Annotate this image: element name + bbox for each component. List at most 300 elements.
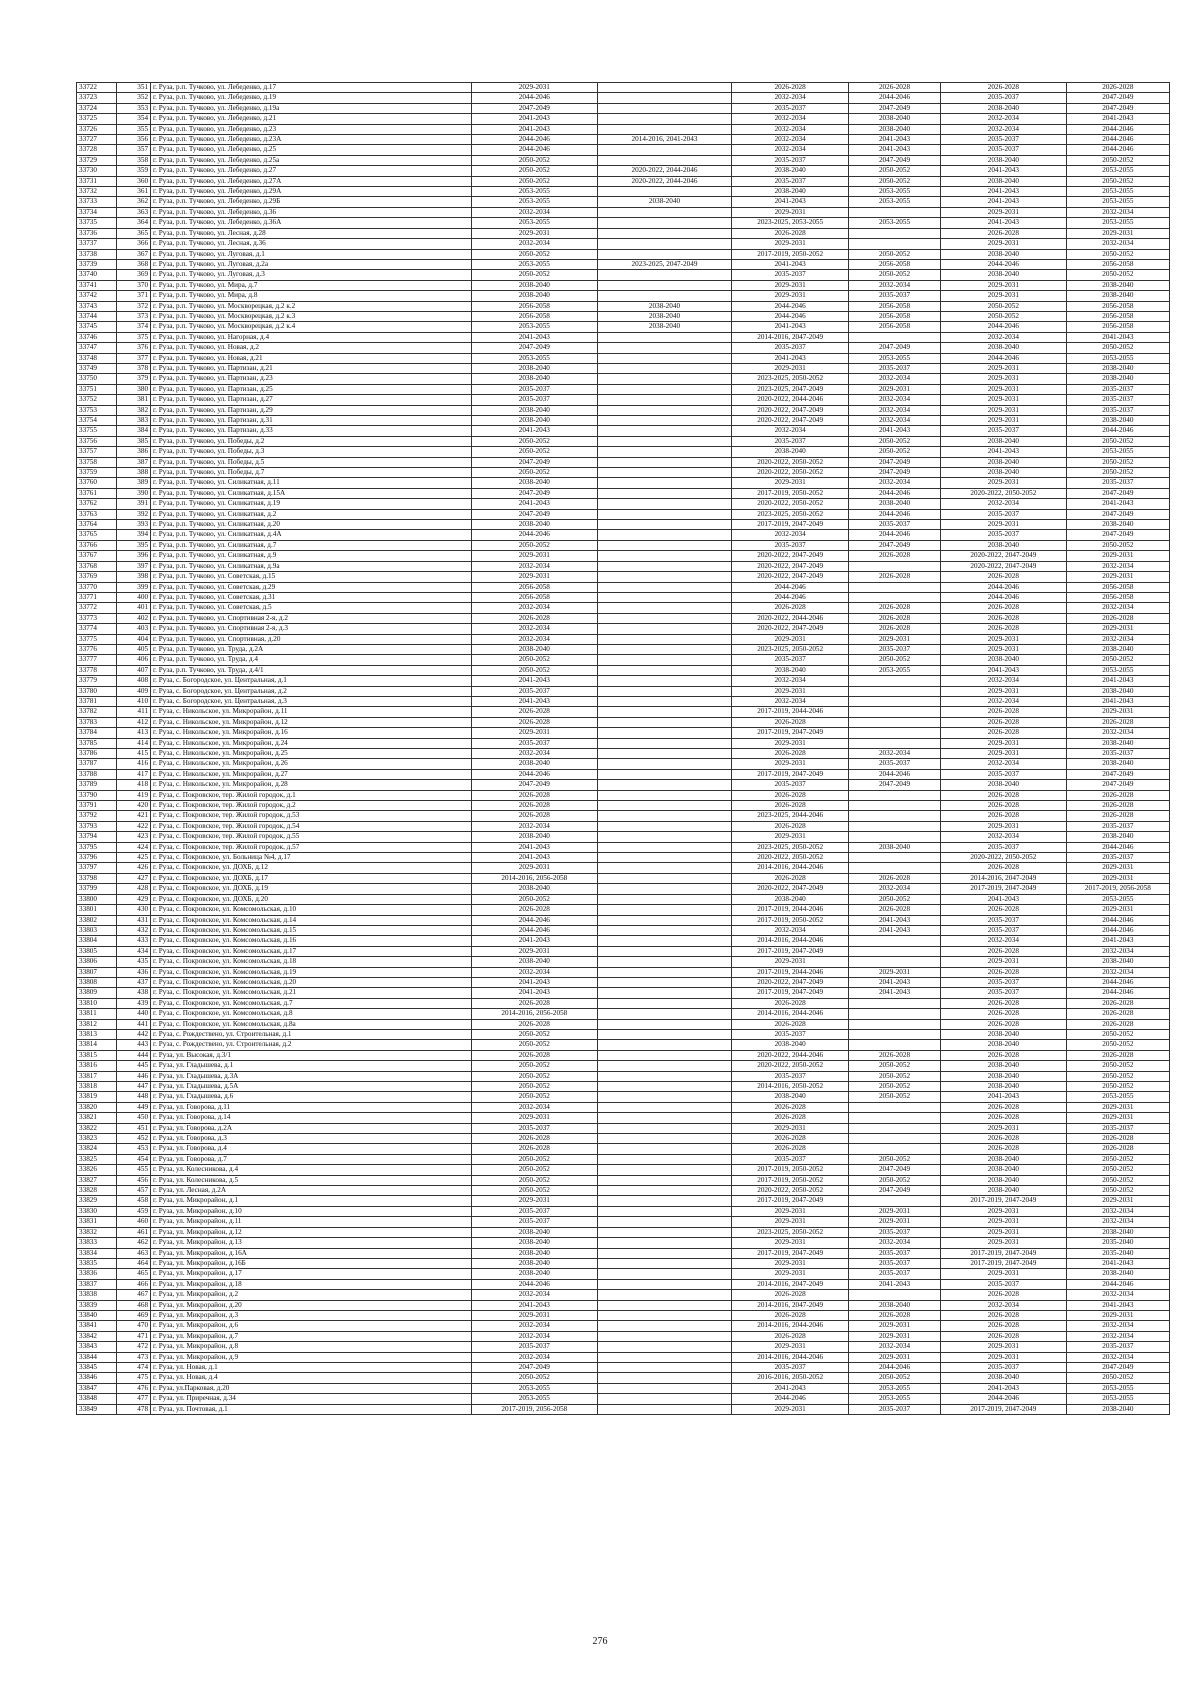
address-cell: г. Руза, р.п. Тучково, ул. Партизан, д.25 <box>151 384 472 394</box>
work-period-6-cell: 2032-2034 <box>1066 239 1169 249</box>
table-row <box>77 1248 1170 1258</box>
address-cell: г. Руза, р.п. Тучково, ул. Силикатная, д.9а <box>151 561 472 571</box>
record-id-cell: 33759 <box>77 468 117 478</box>
work-period-6-cell: 2026-2028 <box>1066 1009 1169 1019</box>
record-id-cell: 33727 <box>77 135 117 145</box>
work-period-5-cell: 2017-2019, 2047-2049 <box>941 1248 1067 1258</box>
work-period-2-cell <box>597 1227 732 1237</box>
address-cell: г. Руза, р.п. Тучково, ул. Лесная, д.28 <box>151 228 472 238</box>
work-period-6-cell: 2029-2031 <box>1066 624 1169 634</box>
work-period-5-cell: 2026-2028 <box>941 228 1067 238</box>
record-id-cell: 33785 <box>77 738 117 748</box>
work-period-1-cell: 2044-2046 <box>471 530 597 540</box>
work-period-5-cell: 2029-2031 <box>941 384 1067 394</box>
work-period-5-cell: 2020-2022, 2047-2049 <box>941 561 1067 571</box>
work-period-5-cell: 2026-2028 <box>941 946 1067 956</box>
address-cell: г. Руза, р.п. Тучково, ул. Новая, д.21 <box>151 353 472 363</box>
work-period-5-cell: 2035-2037 <box>941 93 1067 103</box>
work-period-1-cell: 2047-2049 <box>471 1362 597 1372</box>
row-number-cell: 437 <box>117 977 151 987</box>
record-id-cell: 33846 <box>77 1373 117 1383</box>
address-cell: г. Руза, ул. Новая, д.1 <box>151 1362 472 1372</box>
row-number-cell: 374 <box>117 322 151 332</box>
record-id-cell: 33844 <box>77 1352 117 1362</box>
row-number-cell: 393 <box>117 520 151 530</box>
work-period-6-cell: 2050-2052 <box>1066 1165 1169 1175</box>
table-row <box>77 447 1170 457</box>
work-period-3-cell: 2038-2040 <box>732 447 849 457</box>
address-cell: г. Руза, р.п. Тучково, ул. Труда, д.4/1 <box>151 665 472 675</box>
record-id-cell: 33812 <box>77 1019 117 1029</box>
work-period-2-cell <box>597 363 732 373</box>
row-number-cell: 409 <box>117 686 151 696</box>
work-period-6-cell: 2044-2046 <box>1066 977 1169 987</box>
table-row <box>77 124 1170 134</box>
work-period-5-cell: 2044-2046 <box>941 592 1067 602</box>
table-row <box>77 1113 1170 1123</box>
row-number-cell: 469 <box>117 1310 151 1320</box>
register-table-body <box>77 83 1170 1415</box>
work-period-5-cell: 2026-2028 <box>941 1050 1067 1060</box>
work-period-6-cell: 2026-2028 <box>1066 811 1169 821</box>
work-period-6-cell: 2053-2055 <box>1066 1092 1169 1102</box>
work-period-1-cell: 2050-2052 <box>471 436 597 446</box>
work-period-4-cell <box>849 790 941 800</box>
row-number-cell: 478 <box>117 1404 151 1414</box>
work-period-1-cell: 2044-2046 <box>471 915 597 925</box>
work-period-3-cell: 2026-2028 <box>732 749 849 759</box>
work-period-4-cell <box>849 686 941 696</box>
work-period-4-cell <box>849 717 941 727</box>
record-id-cell: 33805 <box>77 946 117 956</box>
row-number-cell: 371 <box>117 291 151 301</box>
record-id-cell: 33742 <box>77 291 117 301</box>
table-row <box>77 1362 1170 1372</box>
record-id-cell: 33791 <box>77 801 117 811</box>
record-id-cell: 33740 <box>77 270 117 280</box>
work-period-5-cell: 2017-2019, 2047-2049 <box>941 1196 1067 1206</box>
row-number-cell: 397 <box>117 561 151 571</box>
address-cell: г. Руза, р.п. Тучково, ул. Мира, д.8 <box>151 291 472 301</box>
work-period-1-cell: 2050-2052 <box>471 1082 597 1092</box>
work-period-6-cell: 2032-2034 <box>1066 728 1169 738</box>
work-period-3-cell: 2044-2046 <box>732 592 849 602</box>
record-id-cell: 33792 <box>77 811 117 821</box>
work-period-3-cell: 2035-2037 <box>732 1362 849 1372</box>
row-number-cell: 470 <box>117 1321 151 1331</box>
table-row <box>77 218 1170 228</box>
address-cell: г. Руза, с. Покровское, ул. ДОХБ, д.19 <box>151 884 472 894</box>
work-period-2-cell <box>597 686 732 696</box>
work-period-6-cell: 2044-2046 <box>1066 124 1169 134</box>
work-period-1-cell: 2038-2040 <box>471 759 597 769</box>
work-period-2-cell <box>597 520 732 530</box>
work-period-5-cell: 2038-2040 <box>941 1082 1067 1092</box>
work-period-2-cell <box>597 853 732 863</box>
work-period-5-cell: 2032-2034 <box>941 114 1067 124</box>
record-id-cell: 33723 <box>77 93 117 103</box>
record-id-cell: 33783 <box>77 717 117 727</box>
work-period-1-cell: 2047-2049 <box>471 780 597 790</box>
work-period-4-cell: 2041-2043 <box>849 925 941 935</box>
work-period-1-cell: 2041-2043 <box>471 499 597 509</box>
work-period-1-cell: 2029-2031 <box>471 1113 597 1123</box>
work-period-1-cell: 2038-2040 <box>471 1238 597 1248</box>
table-row <box>77 915 1170 925</box>
row-number-cell: 407 <box>117 665 151 675</box>
table-row <box>77 166 1170 176</box>
address-cell: г. Руза, р.п. Тучково, ул. Лебеденко, д.29А <box>151 187 472 197</box>
work-period-2-cell <box>597 488 732 498</box>
row-number-cell: 434 <box>117 946 151 956</box>
work-period-1-cell: 2050-2052 <box>471 1175 597 1185</box>
work-period-5-cell: 2041-2043 <box>941 894 1067 904</box>
work-period-4-cell: 2053-2055 <box>849 1383 941 1393</box>
work-period-6-cell: 2038-2040 <box>1066 1269 1169 1279</box>
work-period-1-cell: 2050-2052 <box>471 468 597 478</box>
table-row <box>77 135 1170 145</box>
row-number-cell: 457 <box>117 1186 151 1196</box>
work-period-6-cell: 2035-2037 <box>1066 853 1169 863</box>
row-number-cell: 448 <box>117 1092 151 1102</box>
table-row <box>77 863 1170 873</box>
row-number-cell: 362 <box>117 197 151 207</box>
work-period-2-cell <box>597 946 732 956</box>
work-period-1-cell: 2029-2031 <box>471 1310 597 1320</box>
work-period-5-cell: 2038-2040 <box>941 1071 1067 1081</box>
work-period-5-cell: 2026-2028 <box>941 811 1067 821</box>
work-period-4-cell <box>849 1102 941 1112</box>
work-period-3-cell: 2032-2034 <box>732 124 849 134</box>
address-cell: г. Руза, с. Покровское, ул. Комсомольская, д.21 <box>151 988 472 998</box>
work-period-4-cell: 2032-2034 <box>849 405 941 415</box>
table-row <box>77 894 1170 904</box>
work-period-6-cell: 2035-2037 <box>1066 478 1169 488</box>
work-period-4-cell: 2053-2055 <box>849 197 941 207</box>
work-period-1-cell: 2014-2016, 2056-2058 <box>471 1009 597 1019</box>
work-period-4-cell: 2029-2031 <box>849 1217 941 1227</box>
address-cell: г. Руза, с. Никольское, ул. Микрорайон, д.25 <box>151 749 472 759</box>
address-cell: г. Руза, р.п. Тучково, ул. Лебеденко, д.19 <box>151 93 472 103</box>
work-period-5-cell: 2038-2040 <box>941 176 1067 186</box>
work-period-6-cell: 2050-2052 <box>1066 176 1169 186</box>
row-number-cell: 383 <box>117 416 151 426</box>
work-period-6-cell: 2029-2031 <box>1066 572 1169 582</box>
work-period-6-cell: 2041-2043 <box>1066 114 1169 124</box>
row-number-cell: 422 <box>117 821 151 831</box>
work-period-3-cell: 2017-2019, 2050-2052 <box>732 915 849 925</box>
record-id-cell: 33729 <box>77 155 117 165</box>
work-period-4-cell: 2050-2052 <box>849 436 941 446</box>
work-period-1-cell: 2038-2040 <box>471 416 597 426</box>
work-period-2-cell <box>597 1394 732 1404</box>
work-period-6-cell: 2050-2052 <box>1066 1040 1169 1050</box>
work-period-5-cell: 2038-2040 <box>941 249 1067 259</box>
record-id-cell: 33756 <box>77 436 117 446</box>
work-period-1-cell: 2029-2031 <box>471 863 597 873</box>
work-period-6-cell: 2032-2034 <box>1066 603 1169 613</box>
work-period-5-cell: 2035-2037 <box>941 426 1067 436</box>
work-period-3-cell: 2041-2043 <box>732 259 849 269</box>
table-row <box>77 1092 1170 1102</box>
work-period-4-cell <box>849 696 941 706</box>
work-period-1-cell: 2032-2034 <box>471 634 597 644</box>
page-number: 276 <box>592 1636 608 1647</box>
work-period-2-cell <box>597 655 732 665</box>
work-period-6-cell: 2038-2040 <box>1066 644 1169 654</box>
work-period-5-cell: 2029-2031 <box>941 1227 1067 1237</box>
row-number-cell: 392 <box>117 509 151 519</box>
work-period-3-cell: 2035-2037 <box>732 270 849 280</box>
record-id-cell: 33802 <box>77 915 117 925</box>
work-period-5-cell: 2026-2028 <box>941 603 1067 613</box>
record-id-cell: 33833 <box>77 1238 117 1248</box>
work-period-5-cell: 2038-2040 <box>941 1186 1067 1196</box>
work-period-1-cell: 2044-2046 <box>471 769 597 779</box>
work-period-2-cell <box>597 145 732 155</box>
work-period-4-cell: 2047-2049 <box>849 1165 941 1175</box>
work-period-2-cell <box>597 738 732 748</box>
work-period-1-cell: 2038-2040 <box>471 957 597 967</box>
row-number-cell: 419 <box>117 790 151 800</box>
table-row <box>77 1352 1170 1362</box>
work-period-3-cell: 2023-2025, 2044-2046 <box>732 811 849 821</box>
work-period-5-cell: 2032-2034 <box>941 696 1067 706</box>
table-row <box>77 270 1170 280</box>
work-period-5-cell: 2026-2028 <box>941 1102 1067 1112</box>
row-number-cell: 413 <box>117 728 151 738</box>
table-row <box>77 1290 1170 1300</box>
work-period-4-cell <box>849 946 941 956</box>
work-period-6-cell: 2050-2052 <box>1066 655 1169 665</box>
work-period-4-cell: 2044-2046 <box>849 769 941 779</box>
work-period-3-cell: 2038-2040 <box>732 665 849 675</box>
row-number-cell: 402 <box>117 613 151 623</box>
work-period-3-cell: 2029-2031 <box>732 239 849 249</box>
address-cell: г. Руза, с. Покровское, ул. Комсомольская, д.8а <box>151 1019 472 1029</box>
work-period-2-cell <box>597 343 732 353</box>
row-number-cell: 386 <box>117 447 151 457</box>
work-period-3-cell: 2032-2034 <box>732 93 849 103</box>
work-period-2-cell <box>597 863 732 873</box>
record-id-cell: 33834 <box>77 1248 117 1258</box>
work-period-3-cell: 2020-2022, 2050-2052 <box>732 1186 849 1196</box>
table-row <box>77 853 1170 863</box>
work-period-1-cell: 2029-2031 <box>471 572 597 582</box>
work-period-1-cell: 2041-2043 <box>471 853 597 863</box>
table-row <box>77 1050 1170 1060</box>
work-period-4-cell: 2026-2028 <box>849 603 941 613</box>
row-number-cell: 435 <box>117 957 151 967</box>
record-id-cell: 33806 <box>77 957 117 967</box>
work-period-2-cell <box>597 572 732 582</box>
work-period-5-cell: 2029-2031 <box>941 207 1067 217</box>
work-period-6-cell: 2050-2052 <box>1066 249 1169 259</box>
row-number-cell: 465 <box>117 1269 151 1279</box>
work-period-5-cell: 2017-2019, 2047-2049 <box>941 1404 1067 1414</box>
work-period-6-cell: 2026-2028 <box>1066 998 1169 1008</box>
work-period-2-cell: 2038-2040 <box>597 301 732 311</box>
work-period-2-cell <box>597 1217 732 1227</box>
record-id-cell: 33735 <box>77 218 117 228</box>
work-period-5-cell: 2035-2037 <box>941 925 1067 935</box>
record-id-cell: 33843 <box>77 1342 117 1352</box>
table-row <box>77 738 1170 748</box>
work-period-1-cell: 2041-2043 <box>471 696 597 706</box>
work-period-1-cell: 2026-2028 <box>471 801 597 811</box>
work-period-4-cell: 2053-2055 <box>849 187 941 197</box>
work-period-5-cell: 2026-2028 <box>941 1290 1067 1300</box>
work-period-6-cell: 2026-2028 <box>1066 613 1169 623</box>
work-period-2-cell <box>597 1019 732 1029</box>
work-period-2-cell <box>597 759 732 769</box>
work-period-1-cell: 2032-2034 <box>471 1331 597 1341</box>
work-period-3-cell: 2017-2019, 2047-2049 <box>732 769 849 779</box>
work-period-4-cell <box>849 332 941 342</box>
work-period-3-cell: 2035-2037 <box>732 343 849 353</box>
work-period-1-cell: 2050-2052 <box>471 270 597 280</box>
record-id-cell: 33845 <box>77 1362 117 1372</box>
work-period-6-cell: 2026-2028 <box>1066 790 1169 800</box>
record-id-cell: 33730 <box>77 166 117 176</box>
work-period-1-cell: 2038-2040 <box>471 291 597 301</box>
table-row <box>77 1227 1170 1237</box>
work-period-4-cell <box>849 821 941 831</box>
work-period-1-cell: 2041-2043 <box>471 977 597 987</box>
table-row <box>77 395 1170 405</box>
row-number-cell: 385 <box>117 436 151 446</box>
work-period-5-cell: 2029-2031 <box>941 416 1067 426</box>
work-period-5-cell: 2029-2031 <box>941 478 1067 488</box>
work-period-2-cell <box>597 228 732 238</box>
work-period-3-cell: 2035-2037 <box>732 103 849 113</box>
record-id-cell: 33725 <box>77 114 117 124</box>
work-period-4-cell <box>849 1040 941 1050</box>
address-cell: г. Руза, р.п. Тучково, ул. Луговая, д.1 <box>151 249 472 259</box>
address-cell: г. Руза, с. Рождествено, ул. Строительная, д.2 <box>151 1040 472 1050</box>
table-row <box>77 1383 1170 1393</box>
address-cell: г. Руза, с. Рождествено, ул. Строительная, д.1 <box>151 1029 472 1039</box>
table-row <box>77 1154 1170 1164</box>
record-id-cell: 33823 <box>77 1134 117 1144</box>
record-id-cell: 33804 <box>77 936 117 946</box>
record-id-cell: 33830 <box>77 1206 117 1216</box>
work-period-6-cell: 2026-2028 <box>1066 1019 1169 1029</box>
address-cell: г. Руза, ул. Говорова, д.3 <box>151 1134 472 1144</box>
work-period-6-cell: 2053-2055 <box>1066 1394 1169 1404</box>
work-period-2-cell <box>597 905 732 915</box>
row-number-cell: 443 <box>117 1040 151 1050</box>
work-period-5-cell: 2035-2037 <box>941 915 1067 925</box>
record-id-cell: 33757 <box>77 447 117 457</box>
address-cell: г. Руза, ул. Гладышева, д.1 <box>151 1061 472 1071</box>
work-period-6-cell: 2017-2019, 2056-2058 <box>1066 884 1169 894</box>
address-cell: г. Руза, р.п. Тучково, ул. Партизан, д.33 <box>151 426 472 436</box>
work-period-2-cell <box>597 696 732 706</box>
table-row <box>77 832 1170 842</box>
work-period-4-cell: 2029-2031 <box>849 384 941 394</box>
work-period-4-cell: 2056-2058 <box>849 311 941 321</box>
record-id-cell: 33829 <box>77 1196 117 1206</box>
table-row <box>77 1373 1170 1383</box>
row-number-cell: 406 <box>117 655 151 665</box>
row-number-cell: 429 <box>117 894 151 904</box>
work-period-5-cell: 2029-2031 <box>941 1123 1067 1133</box>
work-period-1-cell: 2026-2028 <box>471 1050 597 1060</box>
row-number-cell: 436 <box>117 967 151 977</box>
work-period-1-cell: 2044-2046 <box>471 135 597 145</box>
table-row <box>77 1144 1170 1154</box>
address-cell: г. Руза, с. Богородское, ул. Центральная, д.3 <box>151 696 472 706</box>
work-period-6-cell: 2038-2040 <box>1066 363 1169 373</box>
work-period-6-cell: 2044-2046 <box>1066 145 1169 155</box>
work-period-1-cell: 2032-2034 <box>471 1290 597 1300</box>
work-period-4-cell: 2047-2049 <box>849 540 941 550</box>
work-period-5-cell: 2038-2040 <box>941 780 1067 790</box>
work-period-6-cell: 2041-2043 <box>1066 696 1169 706</box>
work-period-3-cell: 2032-2034 <box>732 925 849 935</box>
work-period-4-cell: 2029-2031 <box>849 1206 941 1216</box>
row-number-cell: 356 <box>117 135 151 145</box>
record-id-cell: 33762 <box>77 499 117 509</box>
work-period-1-cell: 2050-2052 <box>471 1092 597 1102</box>
table-row <box>77 1310 1170 1320</box>
address-cell: г. Руза, ул. Микрорайон, д.16Б <box>151 1258 472 1268</box>
record-id-cell: 33801 <box>77 905 117 915</box>
work-period-3-cell: 2017-2019, 2050-2052 <box>732 1165 849 1175</box>
work-period-6-cell: 2050-2052 <box>1066 540 1169 550</box>
work-period-2-cell <box>597 1154 732 1164</box>
address-cell: г. Руза, р.п. Тучково, ул. Лебеденко, д.25а <box>151 155 472 165</box>
table-row <box>77 821 1170 831</box>
table-row <box>77 228 1170 238</box>
address-cell: г. Руза, ул. Приречная, д.34 <box>151 1394 472 1404</box>
work-period-3-cell: 2017-2019, 2047-2049 <box>732 946 849 956</box>
address-cell: г. Руза, р.п. Тучково, ул. Спортивная, д.20 <box>151 634 472 644</box>
address-cell: г. Руза, ул. Говорова, д.11 <box>151 1102 472 1112</box>
address-cell: г. Руза, ул. Микрорайон, д.3 <box>151 1310 472 1320</box>
address-cell: г. Руза, с. Покровское, тер. Жилой городок, д.53 <box>151 811 472 821</box>
work-period-3-cell: 2035-2037 <box>732 780 849 790</box>
work-period-2-cell <box>597 1009 732 1019</box>
record-id-cell: 33747 <box>77 343 117 353</box>
record-id-cell: 33770 <box>77 582 117 592</box>
work-period-1-cell: 2038-2040 <box>471 363 597 373</box>
work-period-6-cell: 2044-2046 <box>1066 988 1169 998</box>
address-cell: г. Руза, ул. Почтовая, д.1 <box>151 1404 472 1414</box>
work-period-5-cell: 2035-2037 <box>941 145 1067 155</box>
work-period-4-cell <box>849 1196 941 1206</box>
work-period-2-cell: 2020-2022, 2044-2046 <box>597 166 732 176</box>
work-period-3-cell: 2032-2034 <box>732 530 849 540</box>
work-period-1-cell: 2035-2037 <box>471 686 597 696</box>
work-period-4-cell <box>849 228 941 238</box>
work-period-4-cell: 2041-2043 <box>849 145 941 155</box>
work-period-3-cell: 2014-2016, 2044-2046 <box>732 1352 849 1362</box>
row-number-cell: 467 <box>117 1290 151 1300</box>
table-row <box>77 811 1170 821</box>
work-period-6-cell: 2029-2031 <box>1066 873 1169 883</box>
record-id-cell: 33748 <box>77 353 117 363</box>
work-period-4-cell: 2050-2052 <box>849 1175 941 1185</box>
work-period-5-cell: 2038-2040 <box>941 1154 1067 1164</box>
work-period-4-cell <box>849 239 941 249</box>
address-cell: г. Руза, р.п. Тучково, ул. Партизан, д.27 <box>151 395 472 405</box>
work-period-6-cell: 2032-2034 <box>1066 946 1169 956</box>
work-period-1-cell: 2050-2052 <box>471 1040 597 1050</box>
row-number-cell: 401 <box>117 603 151 613</box>
work-period-2-cell <box>597 540 732 550</box>
